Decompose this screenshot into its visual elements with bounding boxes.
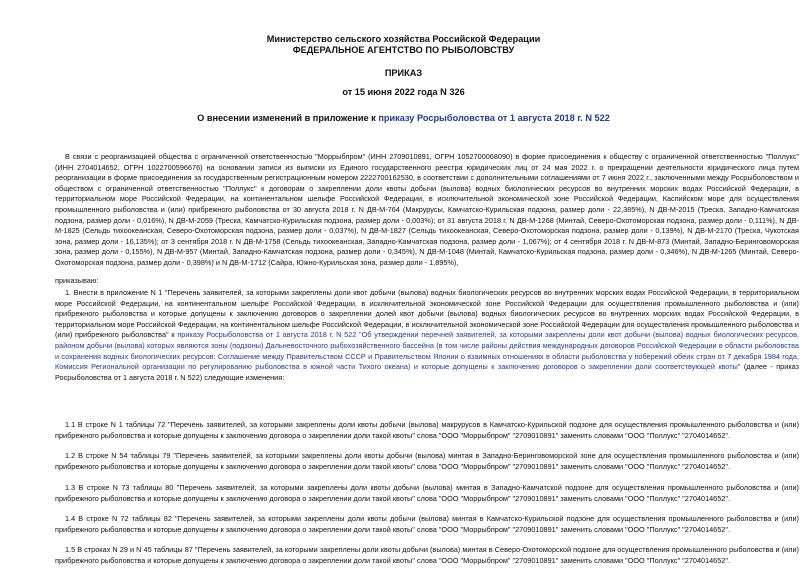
- item-1-text: [55, 288, 799, 383]
- order-word-text: приказываю:: [55, 276, 99, 285]
- doc-date-number: от 15 июня 2022 года N 326: [342, 87, 465, 97]
- item-1-tail: (далее - приказ Росрыболовства от 1 августа 2018 г. N 522) следующие изменения:: [55, 362, 799, 382]
- item-1-5-text: 1.5 В строках N 29 и N 45 таблицы 87 "Перечень заявителей, за которыми закреплены доли квоты добычи (вылова) минтая в Северо-Охотоморской подзоне для осуществления промышленного рыболовства и (или) прибрежного рыболовства и которые допущены к заключению договора о закреплении доли такой квоты" слова "ООО "Моррыбпром" "2709010891" заменить словами "ООО "Поллукс" "2704014652".: [55, 545, 799, 565]
- item-1-2-text: 1.2 В строке N 54 таблицы 79 "Перечень заявителей, за которыми закреплены доли квоты добычи (вылова) минтая в Западно-Беринговоморской зоне для осуществления промышленного рыболовства и (или) прибрежного рыболовства и которые допущены к заключению договора о закреплении доли такой квоты" слова "ООО "Моррыбпром" "2709010891" заменить словами "ООО "Поллукс" "2704014652".: [55, 451, 799, 471]
- item-1-5-paragraph: [55, 545, 799, 566]
- doc-title: [0, 113, 807, 124]
- item-1-1-text: 1.1 В строке N 1 таблицы 72 "Перечень заявителей, за которыми закреплены доли квоты добычи (вылова) макрурусов в Камчатско-Курильской подзоне для осуществления промышленного рыболовства и (или) прибрежного рыболовства и которые допущены к заключению договора о закреплении доли такой квоты" слова "ООО "Моррыбпром" "2709010891" заменить словами "ООО "Поллукс" "2704014652".: [55, 420, 799, 440]
- doc-title-link[interactable]: приказу Росрыболовства от 1 августа 2018 г. N 522: [378, 113, 610, 123]
- item-1-2-paragraph: [55, 451, 799, 472]
- item-1-1-paragraph: [55, 420, 799, 441]
- order-word: [55, 276, 799, 287]
- doc-title-text: О внесении изменений в приложение к: [197, 113, 379, 123]
- doc-type: ПРИКАЗ: [384, 68, 423, 78]
- item-1-3-text: 1.3 В строке N 73 таблицы 80 "Перечень заявителей, за которыми закреплены доли квоты добычи (вылова) минтая в Западно-Камчатской подзоне для осуществления промышленного рыболовства и (или) прибрежного рыболовства и которые допущены к заключению договора о закреплении доли такой квоты" слова "ООО "Моррыбпром" "2709010891" заменить словами "ООО "Поллукс" "2704014652".: [55, 483, 799, 503]
- item-1-paragraph: [55, 288, 799, 383]
- order-522-link[interactable]: приказу Росрыболовства от 1 августа 2018 г. N 522 "Об утверждении перечней заявителей, за которыми закреплены доли квот добычи (вылова) водных биологических ресурсов, районом добычи (вылова) которых являются зоны (подзоны) Дальневосточного рыбохозяйственного бассейна (в том числе районы действия международных договоров Российской Федерации в области рыболовства и сохранения водных биологических ресурсов: Соглашение между Правительством СССР и Правительством Японии о взаимных отношениях в области рыболовства у побережий обеих стран от 7 декабря 1984 года, Комиссия Региональной организации по регулированию рыболовства в южной части Тихого океана) и которые допущены к заключению договоров о закреплении доли соответствующей квоты": [55, 330, 800, 372]
- preamble-paragraph: [55, 152, 799, 269]
- ministry-name: Министерство сельского хозяйства Российской Федерации: [266, 34, 541, 44]
- agency-name: ФЕДЕРАЛЬНОЕ АГЕНТСТВО ПО РЫБОЛОВСТВУ: [292, 45, 515, 55]
- item-1-3-paragraph: [55, 483, 799, 504]
- item-1-4-paragraph: [55, 514, 799, 535]
- item-1-lead: 1. Внести в приложение N 1 "Перечень заявителей, за которыми закреплены доли квот добычи (вылова) водных биологических ресурсов во внутренних морских водах Российской Федерации, в территориальном море Российской Федерации, на континентальном шельфе Российской Федерации, в исключительной экономической зоне Российской Федерации для осуществления промышленного рыболовства и (или) прибрежного рыболовства и которые допущены к заключению договоров о закреплении долей квот добычи (вылова) водных биологических ресурсов во внутренних морских водах Российской Федерации, в территориальном море Российской Федерации, на континентальном шельфе Российской Федерации, в исключительной экономической зоне Российской Федерации для осуществления промышленного рыболовства и (или) прибрежного рыболовства" к: [55, 288, 799, 340]
- item-1-4-text: 1.4 В строке N 72 таблицы 82 "Перечень заявителей, за которыми закреплены доли квоты добычи (вылова) минтая в Камчатско-Курильской подзоне для осуществления промышленного рыболовства и (или) прибрежного рыболовства и которые допущены к заключению договора о закреплении доли такой квоты" слова "ООО "Моррыбпром" "2709010891" заменить словами "ООО "Поллукс" "2704014652".: [55, 514, 799, 534]
- preamble-text: В связи с реорганизацией общества с ограниченной ответственностью "Моррыбпром" (ИНН 2709010891, ОГРН 1052700068090) в форме присоединения к обществу с ограниченной ответственностью "Поллукс" (ИНН 2704014652, ОГРН 1022700596676) на основании записи из выписки из Единого государственного реестра юридических лиц от 24 мая 2022 г. о прекращении деятельности юридического лица путем реорганизации в форме присоединения за государственным регистрационным номером 2222700162530, в соответствии с дополнительными соглашениями от 7 июня 2022 г., заключенными между Росрыболовством и обществом с ограниченной ответственностью "Поллукс" к договорам о закреплении доли квоты добычи (вылова) водных биологических ресурсов во внутренних морских водах Российской Федерации, в территориальном море Российской Федерации, на континентальном шельфе Российской Федерации, в исключительной экономической зоне Российской Федерации, Каспийском море для осуществления промышленного рыболовства и (или) прибрежного рыболовства от 30 августа 2018 г. N ДВ-М-764 (Макрурусы, Камчатско-Курильская подзона, размер доли - 22,385%), N ДВ-М-2015 (Треска, Западно-Камчатская подзона, размер доли - 0,016%), N ДВ-М-2059 (Треска, Камчатско-Курильская подзона, размер доли - 0,003%); от 31 августа 2018 г. N ДВ-М-1268 (Минтай, Северо-Охотоморская подзона, размер доли - 0,111%), N ДВ-М-1825 (Сельдь тихоокеанская, Северо-Охотоморская подзона, размер доли - 0,037%), N ДВ-М-1827 (Сельдь тихоокеанская, Северо-Охотоморская подзона, размер доли - 0,139%), N ДВ-М-2170 (Треска, Чукотская зона, размер доли - 16,135%); от 3 сентября 2018 г. N ДВ-М-1758 (Сельдь тихоокеанская, Западно-Камчатская подзона, размер доли - 1,067%); от 4 сентября 2018 г. N ДВ-М-873 (Минтай, Западно-Беринговоморская зона, размер доли - 0,155%), N ДВ-М-957 (Минтай, Западно-Камчатская подзона, размер доли - 0,345%), N ДВ-М-1048 (Минтай, Камчатско-Курильская подзона, размер доли - 0,346%), N ДВ-М-1265 (Минтай, Северо-Охотоморская подзона, размер доли - 0,398%) и N ДВ-М-1712 (Сайра, Южно-Курильская зона, размер доли - 1,895%),: [55, 152, 799, 267]
